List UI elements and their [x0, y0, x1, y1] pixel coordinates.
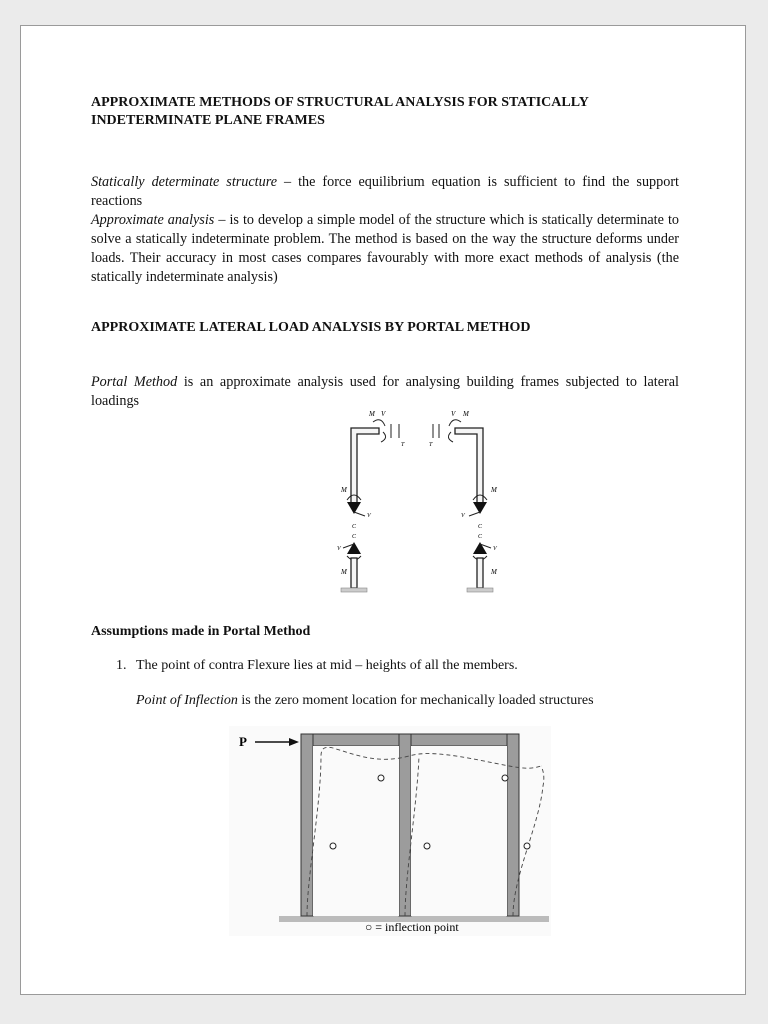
- inflection-point: [524, 843, 530, 849]
- label-v: V: [451, 410, 456, 418]
- portal-free-body-diagram: [321, 404, 511, 594]
- label-v: V: [367, 513, 371, 519]
- portal-term: Portal Method: [91, 374, 178, 390]
- inflection-point: [424, 843, 430, 849]
- label-m: M: [463, 410, 469, 418]
- section-heading: APPROXIMATE LATERAL LOAD ANALYSIS BY PORTAL METHOD: [91, 320, 531, 335]
- definition-approximate: [91, 211, 679, 287]
- lower-left-joint: [343, 542, 361, 560]
- label-v: V: [461, 513, 465, 519]
- definition-term: Approximate analysis: [91, 212, 215, 228]
- inflection-text: is the zero moment location for mechanically loaded structures: [237, 693, 594, 708]
- definitions-paragraph: [91, 173, 679, 287]
- label-c: C: [352, 524, 357, 530]
- label-m: M: [491, 486, 497, 494]
- frame-structure: [301, 734, 519, 916]
- figure-legend: ○ = inflection point: [365, 920, 459, 934]
- label-m: M: [341, 486, 347, 494]
- label-c: C: [352, 534, 357, 540]
- label-c: C: [478, 524, 483, 530]
- inflection-point: [502, 775, 508, 781]
- inflection-term: Point of Inflection: [136, 693, 238, 708]
- title-line-2: INDETERMINATE PLANE FRAMES: [91, 113, 325, 128]
- definition-text: – is to develop a simple model of the structure which is statically determinate to solve a statically indeterminate problem. The method is based on the way the structure deforms under loads. Their accuracy in most cases compares favourably with more exact methods of analysis (the statically indeterminate analysis): [91, 212, 679, 285]
- assumptions-heading: Assumptions made in Portal Method: [91, 624, 311, 639]
- label-m: M: [369, 410, 375, 418]
- label-v: V: [493, 546, 497, 552]
- label-t: T: [401, 442, 405, 448]
- inflection-point: [378, 775, 384, 781]
- portal-text: is an approximate analysis used for analysing building frames subjected to lateral loadings: [91, 374, 679, 409]
- definition-determinate: [91, 173, 679, 211]
- inflection-point: [330, 843, 336, 849]
- label-m: M: [491, 568, 497, 576]
- definition-text: – the force equilibrium equation is sufficient to find the support reactions: [91, 174, 679, 209]
- label-v: V: [381, 410, 386, 418]
- load-label: P: [239, 734, 247, 749]
- right-upper-member: [455, 428, 483, 506]
- page-title: [91, 94, 691, 130]
- label-c: C: [478, 534, 483, 540]
- label-m: M: [341, 568, 347, 576]
- inflection-definition: [136, 693, 594, 709]
- left-upper-member: [351, 428, 379, 506]
- title-line-1: APPROXIMATE METHODS OF STRUCTURAL ANALYSIS FOR STATICALLY: [91, 95, 589, 110]
- assumption-text: The point of contra Flexure lies at mid – heights of all the members.: [136, 658, 518, 673]
- definition-term: Statically determinate structure: [91, 174, 278, 190]
- label-t: T: [429, 442, 433, 448]
- lower-right-joint: [473, 542, 491, 560]
- document-page: [20, 25, 746, 995]
- list-number: 1.: [116, 658, 127, 673]
- right-lower-member: [467, 558, 493, 592]
- two-bay-frame-diagram: [229, 726, 551, 936]
- label-v: V: [337, 546, 341, 552]
